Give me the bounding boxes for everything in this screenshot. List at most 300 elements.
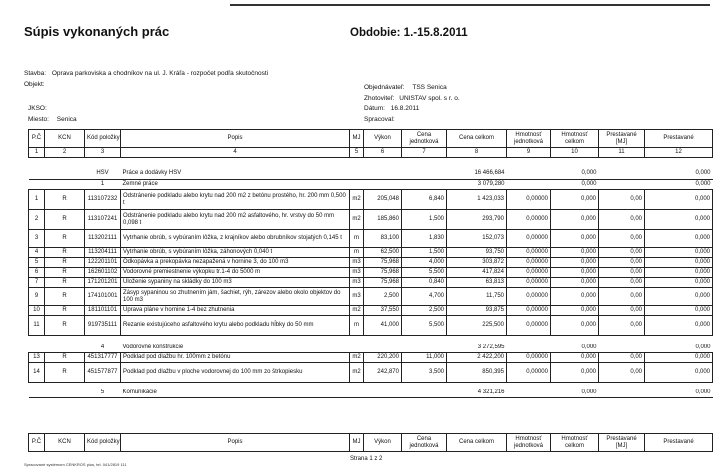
cell-pc: 7	[29, 278, 45, 288]
col-vykon: Výkon	[364, 434, 402, 452]
col-cena-jedn: Cena jednotková	[402, 130, 447, 148]
cell-popis: Odstránenie podkladu alebo krytu nad 200 m2 asfaltového, hr. vrstvy do 50 mm 0,098 t	[121, 210, 350, 230]
empty-cell	[599, 168, 645, 180]
cell-cc: 11,750	[447, 288, 507, 306]
section-cell: Komunikácie	[121, 389, 350, 398]
cell-pmj: 0,00	[599, 353, 645, 363]
cell-mj: m	[350, 316, 364, 336]
column-number: 10	[551, 148, 599, 158]
cell-vykon: 75,968	[364, 268, 402, 278]
column-number-row	[29, 148, 713, 158]
cell-kcn: R	[45, 190, 85, 210]
works-table	[28, 129, 713, 398]
cell-vykon: 83,100	[364, 230, 402, 248]
cell-cj: 6,840	[402, 190, 447, 210]
cell-pr: 0,000	[645, 363, 713, 383]
cell-cj: 1,830	[402, 230, 447, 248]
cell-kcn: R	[45, 258, 85, 268]
cell-hc: 0,000	[551, 353, 599, 363]
cell-popis: Vytrhanie obrúb, s vybúraním lôžka, z krajníkov alebo obrubníkov stojatých 0,145 t	[121, 230, 350, 248]
table-row	[29, 306, 713, 316]
column-number: 3	[85, 148, 121, 158]
spacer-cell	[364, 158, 402, 168]
cell-pr: 0,000	[645, 230, 713, 248]
column-number: 2	[45, 148, 85, 158]
empty-cell	[507, 389, 551, 398]
section-cell: 0,000	[645, 168, 713, 180]
cell-hc: 0,000	[551, 268, 599, 278]
stavba-value: Oprava parkoviska a chodníkov na ul. J. Kráľa - rozpočet podľa skutočnosti	[51, 70, 269, 77]
cell-kod: 113107241	[85, 210, 121, 230]
col-hm-jedn: Hmotnosť jednotková	[507, 130, 551, 148]
col-kod: Kód položky	[85, 434, 121, 452]
section-row	[29, 180, 713, 190]
header-row	[29, 130, 713, 148]
cell-kod: 113107232	[85, 190, 121, 210]
cell-mj: m2	[350, 306, 364, 316]
cell-popis: Rezanie existujúceho asfaltového krytu alebo podkladu hĺbky do 50 mm	[121, 316, 350, 336]
section-row	[29, 168, 713, 180]
table-row	[29, 288, 713, 306]
cell-pr: 0,000	[645, 258, 713, 268]
empty-cell	[29, 344, 45, 353]
spacer-cell	[599, 158, 645, 168]
section-row	[29, 344, 713, 353]
spacer-cell	[350, 158, 364, 168]
cell-popis: Odstránenie podkladu alebo krytu nad 200 m2 z betónu prostého, hr. 200 mm 0,500 t	[121, 190, 350, 210]
cell-kcn: R	[45, 353, 85, 363]
cell-cj: 1,500	[402, 210, 447, 230]
empty-cell	[507, 168, 551, 180]
empty-cell	[350, 344, 364, 353]
datum-line	[364, 105, 419, 112]
empty-cell	[45, 180, 85, 190]
cell-mj: m	[350, 248, 364, 258]
cell-hc: 0,000	[551, 248, 599, 258]
cell-hj: 0,00000	[507, 210, 551, 230]
col-pc: P.Č	[29, 130, 45, 148]
col-vykon: Výkon	[364, 130, 402, 148]
cell-vykon: 37,550	[364, 306, 402, 316]
cell-kcn: R	[45, 268, 85, 278]
cell-kod: 113204111	[85, 248, 121, 258]
cell-cc: 225,500	[447, 316, 507, 336]
empty-cell	[350, 180, 364, 190]
cell-mj: m2	[350, 353, 364, 363]
spacer-row	[29, 158, 713, 168]
period-value: 1.-15.8.2011	[403, 27, 468, 39]
cell-hj: 0,00000	[507, 278, 551, 288]
cell-hc: 0,000	[551, 278, 599, 288]
col-cena-celkom: Cena celkom	[447, 130, 507, 148]
cell-cc: 417,824	[447, 268, 507, 278]
cell-popis: Podklad pod dlažbu v ploche vodorovnej do 100 mm zo štrkopiesku	[121, 363, 350, 383]
spacer-cell	[507, 158, 551, 168]
column-number: 9	[507, 148, 551, 158]
column-number: 4	[121, 148, 350, 158]
zhotovitel-value: UNISTAV spol. s r. o.	[399, 95, 460, 102]
cell-kod: 122201101	[85, 258, 121, 268]
section-cell: 5	[85, 389, 121, 398]
spacer-cell	[45, 158, 85, 168]
cell-mj: m2	[350, 190, 364, 210]
cell-kod: 113202111	[85, 230, 121, 248]
cell-hc: 0,000	[551, 363, 599, 383]
section-cell: 0,000	[551, 344, 599, 353]
section-row	[29, 389, 713, 398]
cell-kcn: R	[45, 248, 85, 258]
cell-kod: 162601102	[85, 268, 121, 278]
cell-pc: 6	[29, 268, 45, 278]
col-popis: Popis	[121, 130, 350, 148]
cell-pmj: 0,00	[599, 288, 645, 306]
table-row	[29, 248, 713, 258]
table-row	[29, 363, 713, 383]
cell-pr: 0,000	[645, 268, 713, 278]
empty-cell	[402, 180, 447, 190]
cell-kcn: R	[45, 306, 85, 316]
cell-popis: Zásyp sypaninou so zhutnením jám, šachiet, rýh, zárezov alebo okolo objektov do 100 m3	[121, 288, 350, 306]
cell-cc: 303,872	[447, 258, 507, 268]
spacer-cell	[85, 336, 121, 344]
cell-cj: 11,000	[402, 353, 447, 363]
cell-cj: 3,500	[402, 363, 447, 383]
spacer-cell	[402, 158, 447, 168]
cell-pc: 3	[29, 230, 45, 248]
empty-cell	[364, 168, 402, 180]
cell-hj: 0,00000	[507, 353, 551, 363]
cell-cc: 93,875	[447, 306, 507, 316]
section-cell: Práce a dodávky HSV	[121, 168, 350, 180]
spacer-cell	[364, 336, 402, 344]
col-cena-jedn: Cena jednotková	[402, 434, 447, 452]
spacer-cell	[29, 158, 45, 168]
cell-pr: 0,000	[645, 248, 713, 258]
spracoval-label: Spracoval:	[364, 116, 395, 123]
stavba-line	[24, 70, 268, 77]
cell-pmj: 0,00	[599, 230, 645, 248]
col-kod: Kód položky	[85, 130, 121, 148]
empty-cell	[29, 168, 45, 180]
table-row	[29, 316, 713, 336]
cell-pr: 0,000	[645, 210, 713, 230]
column-number: 1	[29, 148, 45, 158]
cell-vykon: 185,860	[364, 210, 402, 230]
cell-pc: 2	[29, 210, 45, 230]
page-number: Strana 1 z 2	[350, 456, 383, 462]
cell-pmj: 0,00	[599, 306, 645, 316]
cell-kod: 451317777	[85, 353, 121, 363]
column-number: 12	[645, 148, 713, 158]
col-cena-celkom: Cena celkom	[447, 434, 507, 452]
cell-pmj: 0,00	[599, 190, 645, 210]
cell-pr: 0,000	[645, 190, 713, 210]
cell-pmj: 0,00	[599, 278, 645, 288]
cell-pmj: 0,00	[599, 248, 645, 258]
cell-kcn: R	[45, 278, 85, 288]
cell-mj: m2	[350, 363, 364, 383]
cell-kod: 171201201	[85, 278, 121, 288]
cell-pc: 4	[29, 248, 45, 258]
period	[350, 27, 468, 39]
cell-mj: m3	[350, 268, 364, 278]
datum-label: Dátum:	[364, 105, 385, 112]
table-row	[29, 278, 713, 288]
empty-cell	[364, 180, 402, 190]
empty-cell	[402, 344, 447, 353]
col-prest-mj: Prestavané [MJ]	[599, 434, 645, 452]
cell-cj: 1,500	[402, 248, 447, 258]
cell-hj: 0,00000	[507, 258, 551, 268]
objednavatel-label: Objednávateľ:	[364, 84, 405, 91]
cell-mj: m3	[350, 278, 364, 288]
empty-cell	[364, 344, 402, 353]
section-cell: 0,000	[645, 180, 713, 190]
spacer-cell	[645, 158, 713, 168]
section-cell: 4	[85, 344, 121, 353]
col-hm-celkom: Hmotnosť celkom	[551, 434, 599, 452]
period-label: Obdobie:	[350, 27, 401, 39]
objednavatel-line	[364, 84, 447, 91]
spacer-cell	[121, 158, 350, 168]
empty-cell	[402, 389, 447, 398]
section-cell: 3 272,595	[447, 344, 507, 353]
empty-cell	[599, 180, 645, 190]
col-prest: Prestavané	[645, 434, 713, 452]
col-mj: MJ	[350, 130, 364, 148]
miesto-line	[28, 116, 77, 123]
cell-cc: 63,813	[447, 278, 507, 288]
spacer-cell	[29, 336, 45, 344]
section-cell: 0,000	[645, 344, 713, 353]
cell-cc: 293,790	[447, 210, 507, 230]
table-row	[29, 258, 713, 268]
cell-hj: 0,00000	[507, 230, 551, 248]
spacer-cell	[447, 158, 507, 168]
cell-hj: 0,00000	[507, 306, 551, 316]
column-number: 7	[402, 148, 447, 158]
cell-pr: 0,000	[645, 353, 713, 363]
cell-mj: m3	[350, 288, 364, 306]
jkso-label: JKSO:	[28, 105, 47, 112]
cell-pmj: 0,00	[599, 258, 645, 268]
cell-cj: 0,840	[402, 278, 447, 288]
empty-cell	[599, 344, 645, 353]
cell-cc: 152,073	[447, 230, 507, 248]
cell-vykon: 242,870	[364, 363, 402, 383]
cell-pr: 0,000	[645, 316, 713, 336]
cell-hc: 0,000	[551, 258, 599, 268]
spacer-cell	[85, 158, 121, 168]
empty-cell	[507, 180, 551, 190]
col-hm-jedn: Hmotnosť jednotková	[507, 434, 551, 452]
footer-credit: Spracované systémom CENKROS plus, tel. 041/2819 111	[24, 462, 127, 467]
spacer-cell	[447, 336, 507, 344]
top-rule	[230, 4, 710, 6]
datum-value: 16.8.2011	[390, 105, 420, 112]
empty-cell	[29, 180, 45, 190]
empty-cell	[45, 344, 85, 353]
col-kcn: KCN	[45, 434, 85, 452]
cell-vykon: 75,968	[364, 278, 402, 288]
empty-cell	[507, 344, 551, 353]
cell-hj: 0,00000	[507, 363, 551, 383]
column-number: 11	[599, 148, 645, 158]
col-hm-celkom: Hmotnosť celkom	[551, 130, 599, 148]
spacer-cell	[350, 336, 364, 344]
cell-cc: 93,750	[447, 248, 507, 258]
section-cell: HSV	[85, 168, 121, 180]
cell-vykon: 62,500	[364, 248, 402, 258]
cell-pmj: 0,00	[599, 363, 645, 383]
table-row	[29, 210, 713, 230]
cell-pmj: 0,00	[599, 210, 645, 230]
spacer-cell	[45, 336, 85, 344]
repeated-header-table	[28, 433, 713, 452]
column-number: 6	[364, 148, 402, 158]
section-cell: 3 079,280	[447, 180, 507, 190]
cell-cj: 4,700	[402, 288, 447, 306]
cell-pmj: 0,00	[599, 268, 645, 278]
spacer-cell	[599, 336, 645, 344]
cell-kod: 181101101	[85, 306, 121, 316]
cell-vykon: 41,000	[364, 316, 402, 336]
empty-cell	[402, 168, 447, 180]
cell-kod: 451577877	[85, 363, 121, 383]
spacer-cell	[551, 336, 599, 344]
cell-hj: 0,00000	[507, 316, 551, 336]
cell-hc: 0,000	[551, 306, 599, 316]
cell-hc: 0,000	[551, 316, 599, 336]
column-number: 8	[447, 148, 507, 158]
col-prest: Prestavané	[645, 130, 713, 148]
cell-pc: 14	[29, 363, 45, 383]
spacer-cell	[507, 336, 551, 344]
miesto-label: Miesto:	[28, 116, 49, 123]
zhotovitel-line	[364, 95, 460, 102]
objednavatel-value: TSS Senica	[412, 84, 447, 91]
col-mj: MJ	[350, 434, 364, 452]
cell-mj: m	[350, 230, 364, 248]
cell-cc: 1 423,033	[447, 190, 507, 210]
cell-cj: 5,500	[402, 316, 447, 336]
table-row	[29, 190, 713, 210]
section-cell: Zemné práce	[121, 180, 350, 190]
cell-vykon: 2,500	[364, 288, 402, 306]
empty-cell	[45, 168, 85, 180]
cell-popis: Uloženie sypaniny na skládky do 100 m3	[121, 278, 350, 288]
cell-vykon: 220,200	[364, 353, 402, 363]
cell-popis: Podklad pod dlažbu hr. 100mm z betónu	[121, 353, 350, 363]
cell-hj: 0,00000	[507, 190, 551, 210]
miesto-value: Senica	[56, 116, 77, 123]
cell-pmj: 0,00	[599, 316, 645, 336]
empty-cell	[45, 389, 85, 398]
cell-kcn: R	[45, 316, 85, 336]
spacer-cell	[551, 158, 599, 168]
spacer-cell	[402, 336, 447, 344]
cell-hc: 0,000	[551, 288, 599, 306]
table-row	[29, 230, 713, 248]
cell-cj: 5,500	[402, 268, 447, 278]
cell-pc: 13	[29, 353, 45, 363]
cell-hj: 0,00000	[507, 288, 551, 306]
spacer-row	[29, 336, 713, 344]
cell-hj: 0,00000	[507, 268, 551, 278]
cell-mj: m3	[350, 258, 364, 268]
empty-cell	[599, 389, 645, 398]
cell-mj: m2	[350, 210, 364, 230]
column-number: 5	[350, 148, 364, 158]
spacer-cell	[645, 336, 713, 344]
col-pc: P.Č	[29, 434, 45, 452]
cell-pc: 11	[29, 316, 45, 336]
cell-vykon: 75,968	[364, 258, 402, 268]
cell-pc: 5	[29, 258, 45, 268]
cell-cc: 850,395	[447, 363, 507, 383]
cell-popis: Úprava pláne v hornine 1-4 bez zhutnenia	[121, 306, 350, 316]
table-row	[29, 353, 713, 363]
cell-pr: 0,000	[645, 278, 713, 288]
cell-cc: 2 422,200	[447, 353, 507, 363]
table-row	[29, 268, 713, 278]
empty-cell	[350, 389, 364, 398]
repeated-header-row	[29, 434, 713, 452]
cell-pc: 9	[29, 288, 45, 306]
cell-kod: 174101001	[85, 288, 121, 306]
empty-cell	[364, 389, 402, 398]
col-popis: Popis	[121, 434, 350, 452]
empty-cell	[29, 389, 45, 398]
section-cell: 0,000	[551, 389, 599, 398]
cell-vykon: 205,048	[364, 190, 402, 210]
cell-pr: 0,000	[645, 288, 713, 306]
empty-cell	[350, 168, 364, 180]
cell-hc: 0,000	[551, 190, 599, 210]
spacer-cell	[121, 336, 350, 344]
cell-popis: Vytrhanie obrúb, s vybúraním lôžka, záhonových 0,040 t	[121, 248, 350, 258]
section-cell: 0,000	[645, 389, 713, 398]
section-cell: 4 321,216	[447, 389, 507, 398]
cell-popis: Odkopávka a prekopávka nezapažená v hornine 3, do 100 m3	[121, 258, 350, 268]
cell-hj: 0,00000	[507, 248, 551, 258]
cell-kod: 919735111	[85, 316, 121, 336]
cell-popis: Vodorovné premiestnenie výkopku tr.1-4 do 5000 m	[121, 268, 350, 278]
cell-hc: 0,000	[551, 230, 599, 248]
cell-pr: 0,000	[645, 306, 713, 316]
cell-cj: 2,500	[402, 306, 447, 316]
stavba-label: Stavba:	[24, 70, 47, 77]
section-cell: 0,000	[551, 168, 599, 180]
cell-kcn: R	[45, 363, 85, 383]
cell-hc: 0,000	[551, 210, 599, 230]
col-prest-mj: Prestavané [MJ]	[599, 130, 645, 148]
zhotovitel-label: Zhotoviteľ:	[364, 95, 395, 102]
section-cell: 16 466,684	[447, 168, 507, 180]
cell-pc: 1	[29, 190, 45, 210]
cell-kcn: R	[45, 230, 85, 248]
cell-kcn: R	[45, 210, 85, 230]
document-title: Súpis vykonaných prác	[24, 24, 170, 39]
cell-cj: 4,000	[402, 258, 447, 268]
objekt-label: Objekt:	[24, 81, 45, 88]
section-cell: Vodorovné konštrukcie	[121, 344, 350, 353]
cell-kcn: R	[45, 288, 85, 306]
section-cell: 1	[85, 180, 121, 190]
cell-pc: 10	[29, 306, 45, 316]
section-cell: 0,000	[551, 180, 599, 190]
col-kcn: KCN	[45, 130, 85, 148]
